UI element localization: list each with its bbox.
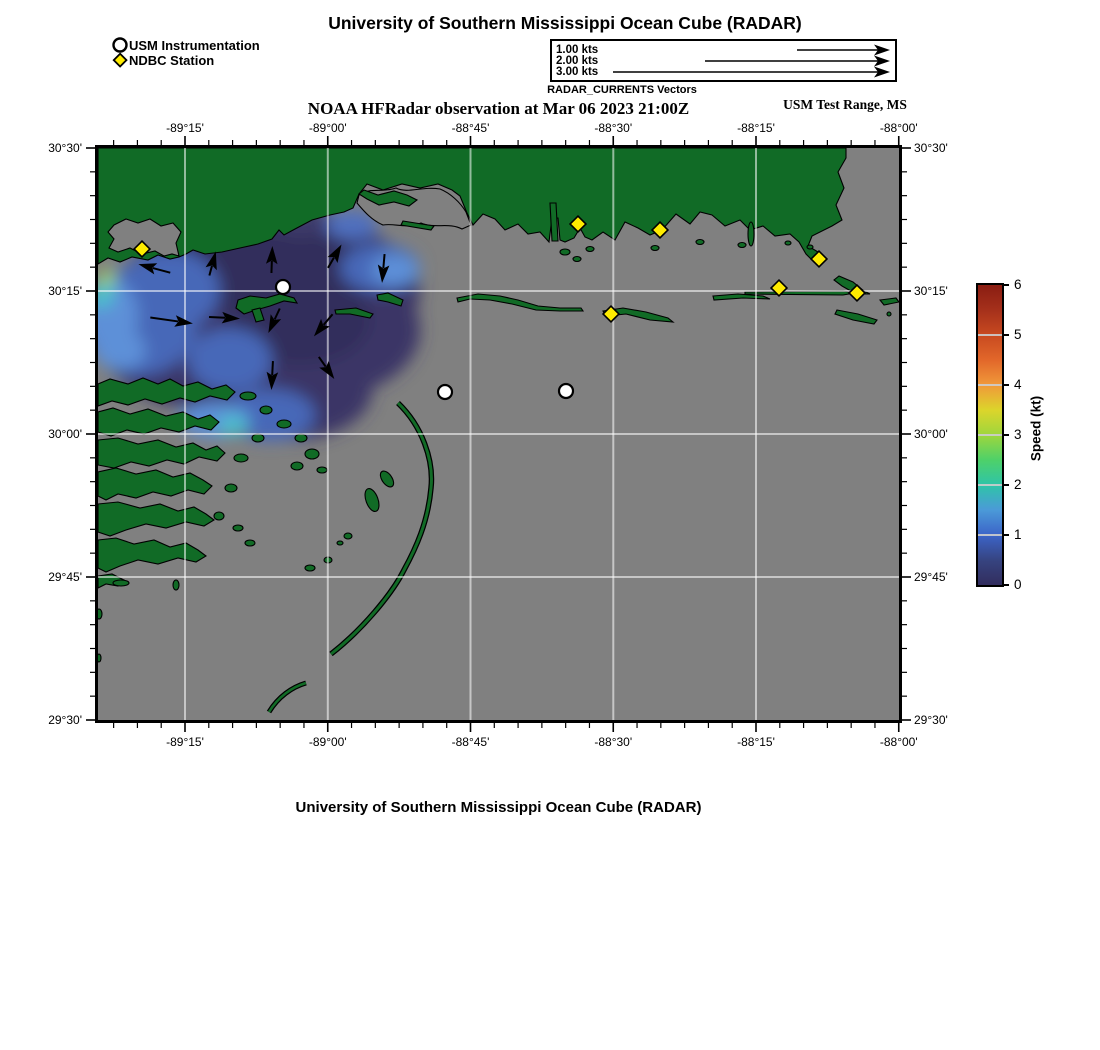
lat-tick-label-left: 30°15' — [48, 284, 82, 298]
colorbar-tick — [1002, 284, 1009, 286]
lon-tick-label-bottom: -88°00' — [879, 735, 918, 749]
lon-tick-label-top: -88°15' — [737, 121, 775, 135]
colorbar-gridline — [978, 434, 1002, 436]
vector-scale-caption: RADAR_CURRENTS Vectors — [547, 84, 697, 96]
range-label: USM Test Range, MS — [783, 97, 907, 112]
colorbar-tick — [1002, 384, 1009, 386]
colorbar-tick — [1002, 484, 1009, 486]
lat-tick-label-left: 30°00' — [48, 427, 82, 441]
colorbar-tick — [1002, 584, 1009, 586]
lon-tick-label-bottom: -88°30' — [594, 735, 633, 749]
lat-tick-label-right: 30°30' — [914, 141, 948, 155]
map-subtitle: NOAA HFRadar observation at Mar 06 2023 21:00Z — [307, 99, 690, 118]
lon-tick-label-top: -88°30' — [594, 121, 633, 135]
colorbar-gridline — [978, 484, 1002, 486]
vector-scale-2kt: 2.00 kts — [556, 55, 599, 67]
colorbar-gridline — [978, 384, 1002, 386]
colorbar-tick-label: 5 — [1014, 327, 1022, 342]
lon-tick-label-bottom: -89°15' — [166, 735, 204, 749]
legend-ndbc-label: NDBC Station — [129, 53, 215, 68]
lon-tick-label-top: -88°00' — [879, 121, 918, 135]
colorbar-gridline — [978, 534, 1002, 536]
colorbar-tick-label: 6 — [1014, 277, 1022, 292]
lon-tick-label-bottom: -88°45' — [451, 735, 490, 749]
lat-tick-label-left: 30°30' — [48, 141, 82, 155]
vector-scale-3kt: 3.00 kts — [556, 66, 599, 78]
lon-tick-label-bottom: -89°00' — [308, 735, 347, 749]
vector-scale-1kt: 1.00 kts — [556, 44, 599, 56]
lat-tick-label-right: 30°00' — [914, 427, 948, 441]
lat-tick-label-right: 29°30' — [914, 713, 948, 727]
colorbar-label: Speed (kt) — [1028, 395, 1044, 462]
colorbar-tick — [1002, 334, 1009, 336]
colorbar-tick — [1002, 534, 1009, 536]
lat-tick-label-right: 29°45' — [914, 570, 948, 584]
colorbar-gridline — [978, 334, 1002, 336]
lon-tick-label-top: -88°45' — [451, 121, 490, 135]
colorbar-tick-label: 0 — [1014, 577, 1022, 592]
colorbar-tick-label: 3 — [1014, 427, 1022, 442]
colorbar-tick-label: 1 — [1014, 527, 1022, 542]
figure-title: University of Southern Mississippi Ocean Cube (RADAR) — [328, 13, 802, 33]
footer-title: University of Southern Mississippi Ocean Cube (RADAR) — [295, 799, 702, 816]
lon-tick-label-bottom: -88°15' — [737, 735, 775, 749]
lat-tick-label-left: 29°45' — [48, 570, 82, 584]
colorbar-tick — [1002, 434, 1009, 436]
colorbar-tick-label: 4 — [1014, 377, 1022, 392]
legend-usm-label: USM Instrumentation — [129, 38, 260, 53]
lat-tick-label-right: 30°15' — [914, 284, 948, 298]
lon-tick-label-top: -89°15' — [166, 121, 204, 135]
lat-tick-label-left: 29°30' — [48, 713, 82, 727]
lon-tick-label-top: -89°00' — [308, 121, 347, 135]
colorbar-tick-label: 2 — [1014, 477, 1022, 492]
